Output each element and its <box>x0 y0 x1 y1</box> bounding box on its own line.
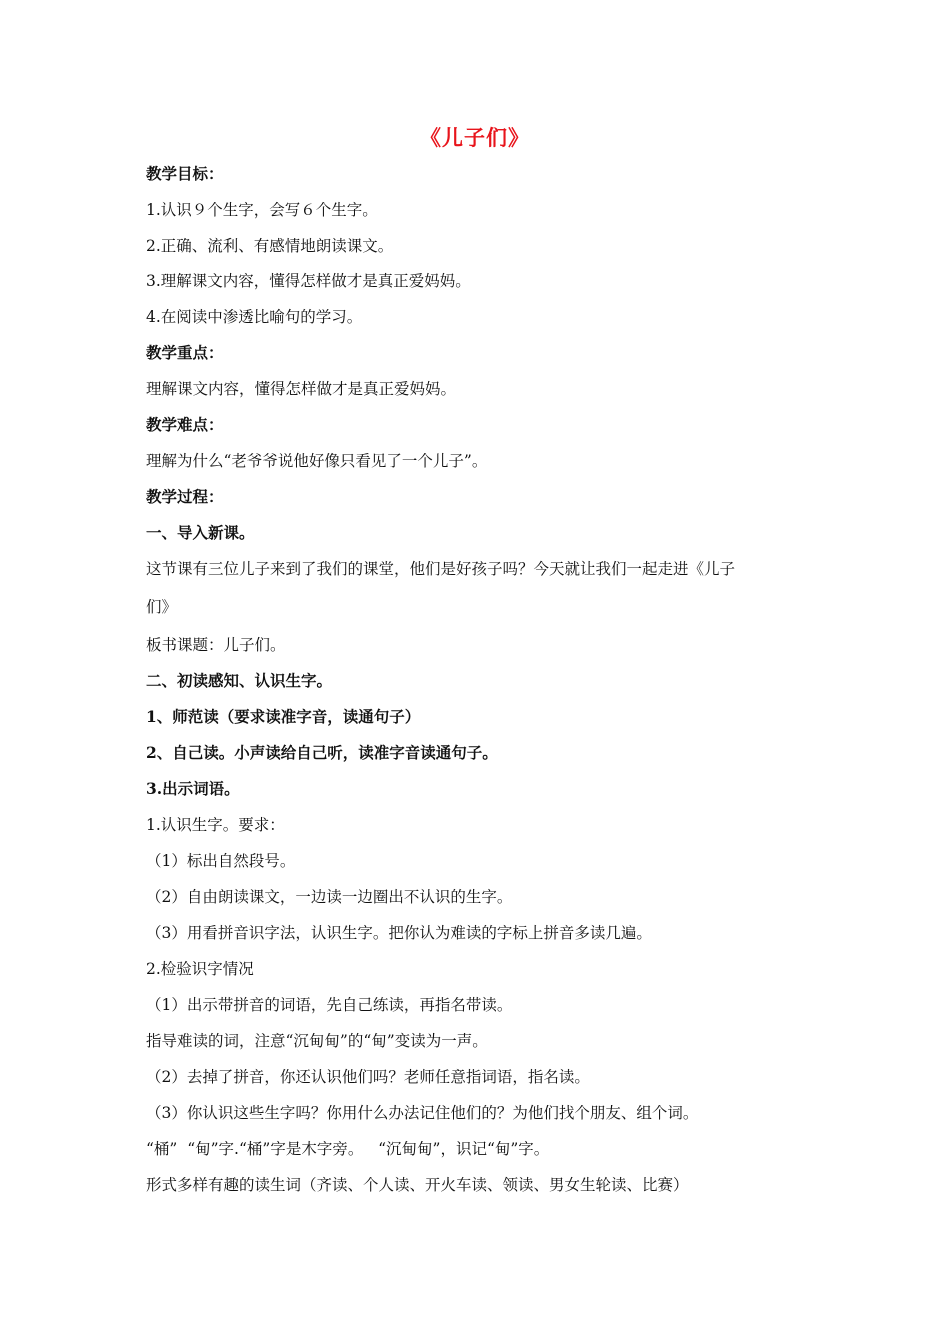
section-2-heading: 二、初读感知、认识生字。 <box>146 671 333 690</box>
goal-item-4: 4.在阅读中渗透比喻句的学习。 <box>146 308 363 326</box>
intro-paragraph-line-2: 们》 <box>146 598 178 616</box>
check-step-2: （2）去掉了拼音，你还认识他们吗？老师任意指词语，指名读。 <box>146 1068 590 1086</box>
heading-teaching-goals: 教学目标： <box>146 164 224 183</box>
section-1-heading: 一、导入新课。 <box>146 523 255 542</box>
requirement-1: （1）标出自然段号。 <box>146 852 296 870</box>
board-title-text: 板书课题：儿子们。 <box>146 636 286 654</box>
difficulties-text: 理解为什么“老爷爷说他好像只看见了一个儿子”。 <box>146 452 488 470</box>
heading-key-points: 教学重点： <box>146 343 224 362</box>
step-1-teacher-reads: 1、师范读（要求读准字音，读通句子） <box>146 707 421 726</box>
heading-difficulties: 教学难点： <box>146 415 224 434</box>
heading-teaching-process: 教学过程： <box>146 487 224 506</box>
step-2-self-read: 2、自己读。小声读给自己听，读准字音读通句子。 <box>146 743 498 762</box>
check-step-1: （1）出示带拼音的词语，先自己练读，再指名带读。 <box>146 996 513 1014</box>
check-step-3: （3）你认识这些生字吗？你用什么办法记住他们的？为他们找个朋友、组个词。 <box>146 1104 699 1122</box>
requirement-3: （3）用看拼音识字法，认识生字。把你认为难读的字标上拼音多读几遍。 <box>146 924 652 942</box>
document-title: 《儿子们》 <box>420 125 530 150</box>
key-points-text: 理解课文内容，懂得怎样做才是真正爱妈妈。 <box>146 380 457 398</box>
subitem-recognize-chars: 1.认识生字。要求： <box>146 816 285 834</box>
goal-item-1: 1.认识９个生字，会写６个生字。 <box>146 201 378 219</box>
check-note: 指导难读的词，注意“沉甸甸”的“甸”变读为一声。 <box>146 1032 488 1050</box>
character-memory-note: “桶” “甸”字.“桶”字是木字旁。 “沉甸甸”，识记“甸”字。 <box>146 1140 550 1158</box>
subitem-check-literacy: 2.检验识字情况 <box>146 960 254 978</box>
step-3-show-words: 3.出示词语。 <box>146 779 240 798</box>
reading-forms-text: 形式多样有趣的读生词（齐读、个人读、开火车读、领读、男女生轮读、比赛） <box>146 1176 689 1194</box>
intro-paragraph-line-1: 这节课有三位儿子来到了我们的课堂，他们是好孩子吗？今天就让我们一起走进《儿子 <box>146 560 736 578</box>
requirement-2: （2）自由朗读课文，一边读一边圈出不认识的生字。 <box>146 888 513 906</box>
goal-item-3: 3.理解课文内容，懂得怎样做才是真正爱妈妈。 <box>146 272 471 290</box>
goal-item-2: 2.正确、流利、有感情地朗读课文。 <box>146 237 394 255</box>
